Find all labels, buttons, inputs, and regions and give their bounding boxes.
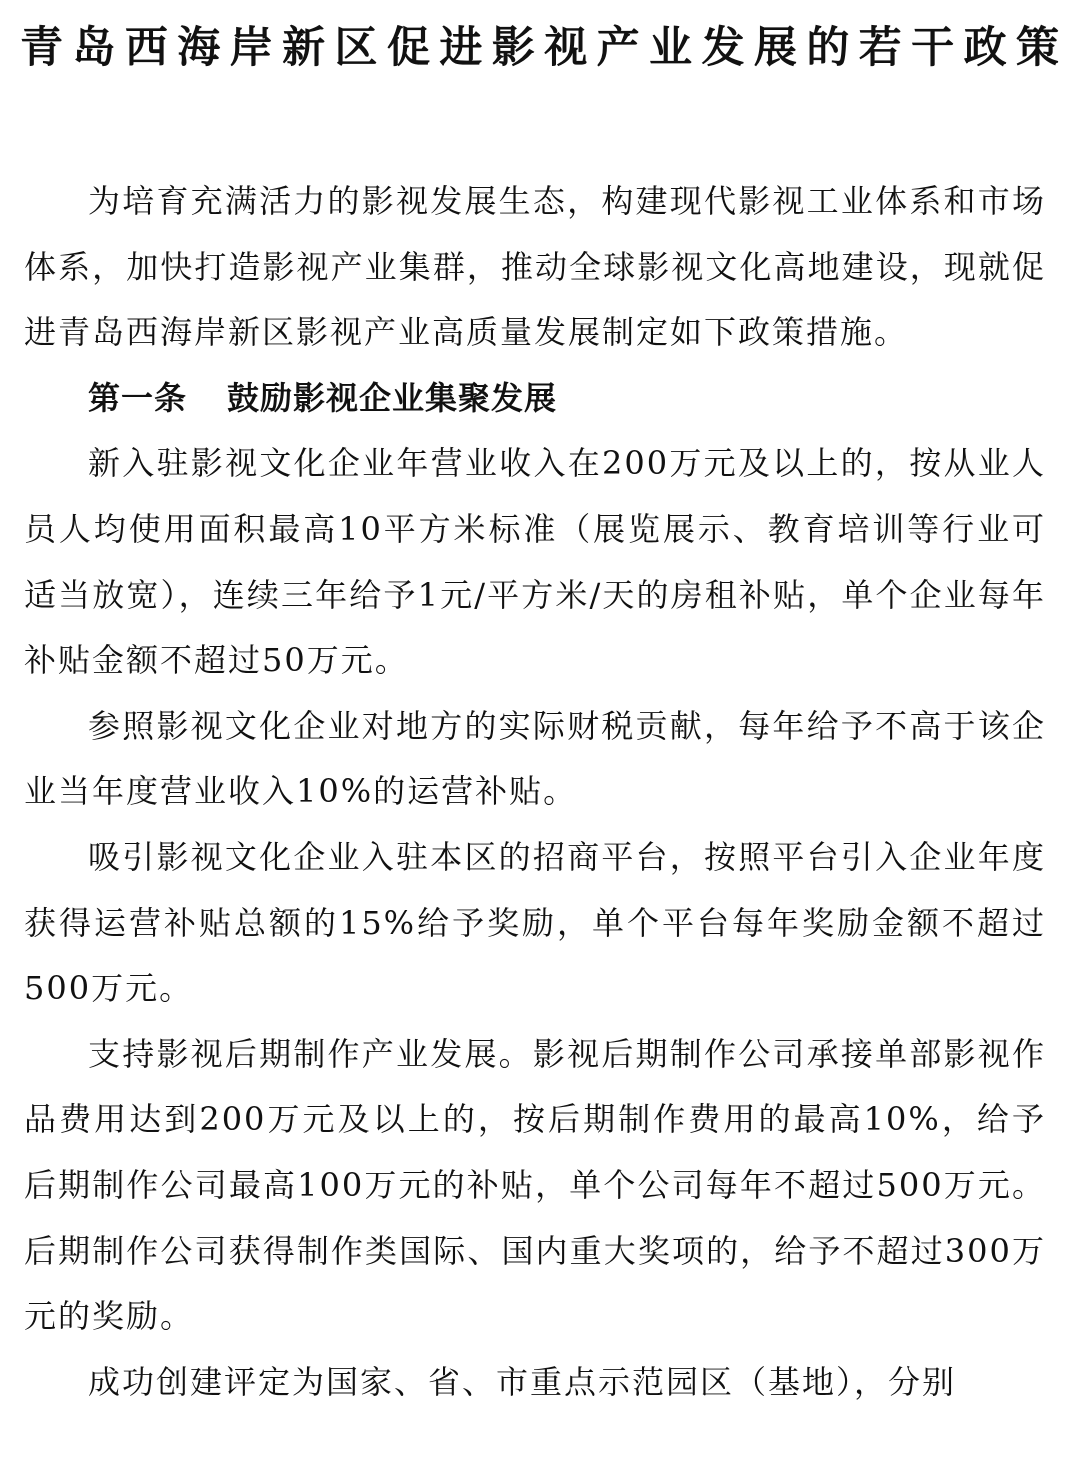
paragraph-operation-subsidy: 参照影视文化企业对地方的实际财税贡献，每年给予不高于该企业当年度营业收入10%的运营补贴。 xyxy=(24,706,1046,811)
document-body xyxy=(24,169,1046,1415)
paragraph-demo-park: 成功创建评定为国家、省、市重点示范园区（基地），分别 xyxy=(88,1362,957,1401)
article-title: 鼓励影视企业集聚发展 xyxy=(227,378,558,417)
paragraph-platform-reward: 吸引影视文化企业入驻本区的招商平台，按照平台引入企业年度获得运营补贴总额的15%给予奖励，单个平台每年奖励金额不超过500万元。 xyxy=(24,837,1046,1008)
document-title: 青岛西海岸新区促进影视产业发展的若干政策 xyxy=(20,23,1060,73)
article-heading xyxy=(24,366,1046,432)
article-number: 第一条 xyxy=(88,378,188,417)
paragraph-rent-subsidy: 新入驻影视文化企业年营业收入在200万元及以上的，按从业人员人均使用面积最高10平方米标准（展览展示、教育培训等行业可适当放宽），连续三年给予1元/平方米/天的房租补贴，单个企业每年补贴金额不超过50万元。 xyxy=(24,444,1046,680)
intro-paragraph: 为培育充满活力的影视发展生态，构建现代影视工业体系和市场体系，加快打造影视产业集群，推动全球影视文化高地建设，现就促进青岛西海岸新区影视产业高质量发展制定如下政策措施。 xyxy=(24,182,1046,352)
paragraph-post-production: 支持影视后期制作产业发展。影视后期制作公司承接单部影视作品费用达到200万元及以上的，按后期制作费用的最高10%，给予后期制作公司最高100万元的补贴，单个公司每年不超过500万元。后期制作公司获得制作类国际、国内重大奖项的，给予不超过300万元的奖励。 xyxy=(24,1034,1046,1336)
